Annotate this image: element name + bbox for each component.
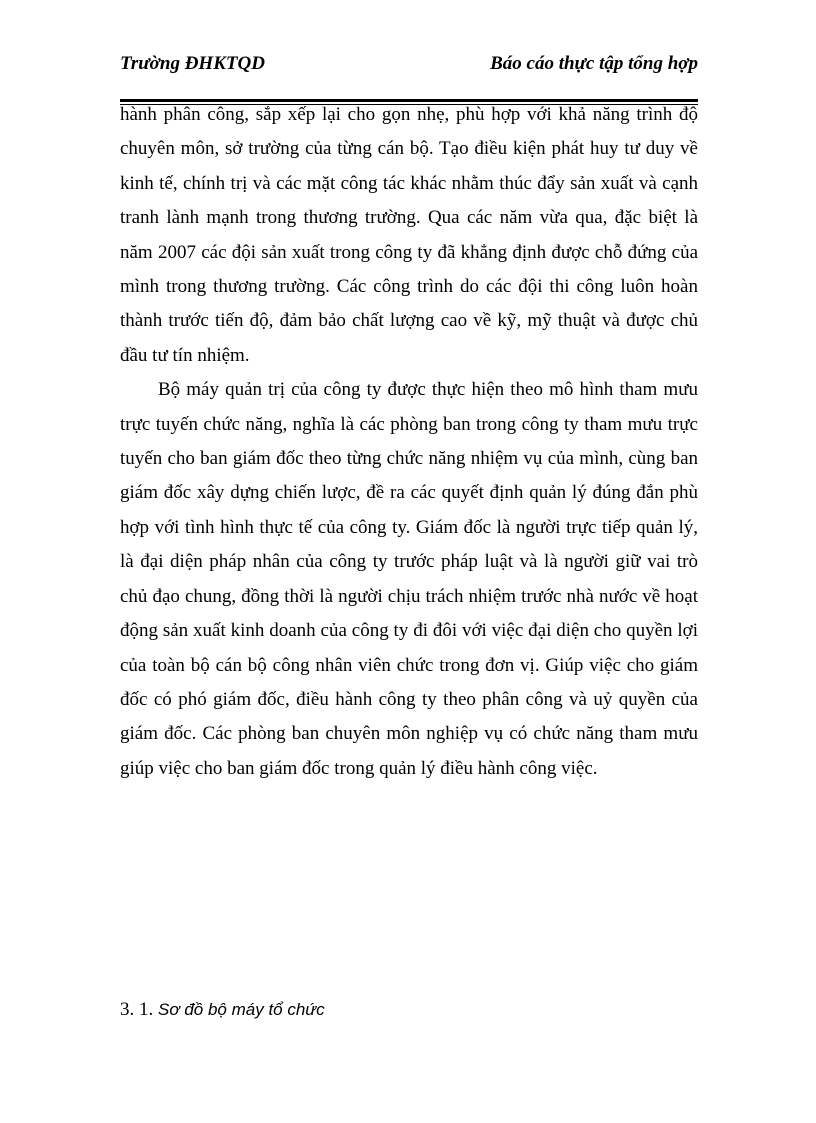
body-text — [120, 98, 698, 786]
paragraph-continuation: hành phân công, sắp xếp lại cho gọn nhẹ, phù hợp với khả năng trình độ chuyên môn, sở trường của từng cán bộ. Tạo điều kiện phát huy tư duy về kinh tế, chính trị và các mặt công tác khác nhằm thúc đẩy sản xuất và cạnh tranh lành mạnh trong thương trường. Qua các năm vừa qua, đặc biệt là năm 2007 các đội sản xuất trong công ty đã khẳng định được chỗ đứng của mình trong thương trường. Các công trình do các đội thi công luôn hoàn thành trước tiến độ, đảm bảo chất lượng cao về kỹ, mỹ thuật và được chủ đầu tư tín nhiệm. — [120, 104, 698, 366]
paragraph-management-structure: Bộ máy quản trị của công ty được thực hiện theo mô hình tham mưu trực tuyến chức năng, nghĩa là các phòng ban trong công ty tham mưu trực tuyến cho ban giám đốc theo từng chức năng nhiệm vụ của mình, cùng ban giám đốc xây dựng chiến lược, đề ra các quyết định quản lý đúng đắn phù hợp với tình hình thực tế của công ty. Giám đốc là người trực tiếp quản lý, là đại diện pháp nhân của công ty trước pháp luật và là người giữ vai trò chủ đạo chung, đồng thời là người chịu trách nhiệm trước nhà nước về hoạt động sản xuất kinh doanh của công ty đi đôi với việc đại diện cho quyền lợi của toàn bộ cán bộ công nhân viên chức trong đơn vị. Giúp việc cho giám đốc có phó giám đốc, điều hành công ty theo phân công và uỷ quyền của giám đốc. Các phòng ban chuyên môn nghiệp vụ có chức năng tham mưu giúp việc cho ban giám đốc trong quản lý điều hành công việc. — [120, 379, 698, 779]
section-heading — [120, 996, 325, 1024]
header-report-title: Báo cáo thực tập tổng hợp — [490, 53, 698, 74]
header-school-name: Trường ĐHKTQD — [120, 53, 265, 74]
section-number: 3. 1. — [120, 999, 154, 1020]
page-header — [120, 52, 698, 80]
section-title: Sơ đồ bộ máy tổ chức — [158, 1000, 325, 1019]
